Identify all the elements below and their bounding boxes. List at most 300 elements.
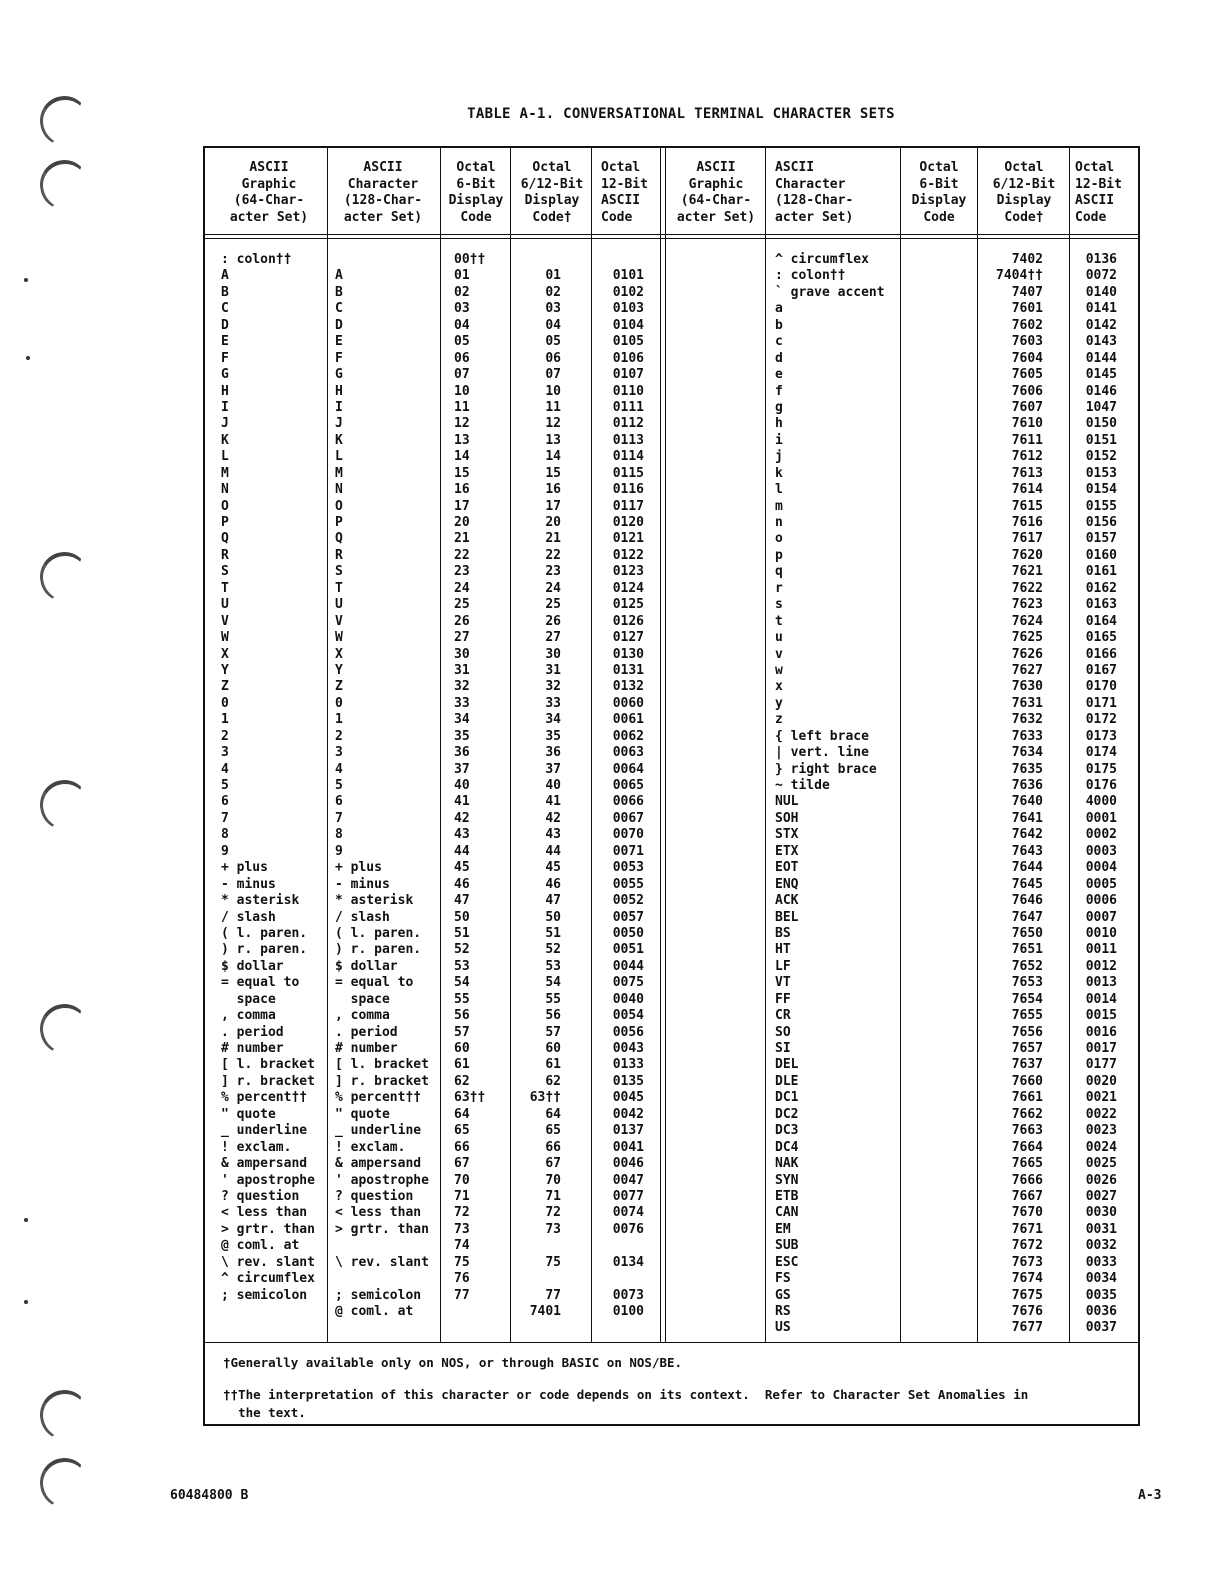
table-cell: 7665 xyxy=(1011,1156,1043,1172)
table-cell: 63†† xyxy=(529,1090,561,1106)
table-cell: 0106 xyxy=(612,350,644,366)
table-cell: 13 xyxy=(454,432,470,448)
table-cell: R xyxy=(221,547,229,563)
table-cell: 0107 xyxy=(612,367,644,383)
binder-hole-icon xyxy=(36,1386,93,1444)
table-cell: 0022 xyxy=(1085,1106,1117,1122)
table-cell: 0163 xyxy=(1085,597,1117,613)
table-cell: L xyxy=(335,449,343,465)
table-cell: 5 xyxy=(221,778,229,793)
table-cell: 74 xyxy=(454,1238,470,1254)
table-cell: 0043 xyxy=(612,1041,644,1056)
table-cell: ACK xyxy=(775,893,799,909)
table-cell: 0033 xyxy=(1085,1254,1117,1270)
table-cell xyxy=(335,1271,439,1287)
table-cell: 46 xyxy=(545,876,561,892)
table-cell: 0041 xyxy=(612,1139,644,1155)
table-cell: 51 xyxy=(454,925,470,941)
header-ascii-char-128 xyxy=(333,160,433,226)
table-cell: 27 xyxy=(545,630,561,646)
table-cell: A xyxy=(335,268,343,284)
table-cell: 04 xyxy=(454,317,470,333)
table-cell: 03 xyxy=(454,301,470,317)
table-cell: FS xyxy=(775,1271,791,1287)
table-cell: ETB xyxy=(775,1188,799,1204)
table-cell: 0047 xyxy=(612,1172,644,1188)
table-cell: 17 xyxy=(454,498,470,514)
table-cell: I xyxy=(221,399,229,415)
table-cell: 0155 xyxy=(1085,498,1117,514)
table-cell: 0026 xyxy=(1085,1172,1117,1188)
table-cell: 60 xyxy=(545,1041,561,1056)
binder-hole-icon xyxy=(36,548,93,606)
table-cell: 32 xyxy=(545,679,561,695)
right-oct612-column xyxy=(995,252,1043,1337)
table-cell: . period xyxy=(335,1024,398,1040)
header-line: Octal xyxy=(601,160,641,175)
table-cell: * asterisk xyxy=(335,893,414,909)
table-cell: 77 xyxy=(545,1287,561,1303)
table-cell: U xyxy=(221,597,229,613)
table-cell: 0174 xyxy=(1085,745,1117,761)
table-cell: 64 xyxy=(454,1106,470,1122)
table-cell: 8 xyxy=(221,827,229,843)
table-cell: 46 xyxy=(454,876,470,892)
table-cell: BEL xyxy=(775,909,799,925)
table-cell: } right brace xyxy=(775,761,877,777)
table-cell: 01 xyxy=(545,268,561,284)
table-cell: w xyxy=(775,662,783,678)
header-line: Code xyxy=(460,209,492,225)
table-cell: 0077 xyxy=(612,1188,644,1204)
table-cell: [ l. bracket xyxy=(221,1057,315,1073)
table-cell: 0114 xyxy=(612,449,644,465)
table-cell: space xyxy=(335,991,390,1007)
right-ascii12-column xyxy=(1077,252,1117,1337)
table-cell: 40 xyxy=(545,778,561,793)
table-cell: 0100 xyxy=(612,1304,644,1319)
header-ascii-graphic-64-right xyxy=(667,160,765,226)
table-cell: f xyxy=(775,383,783,399)
table-cell: 43 xyxy=(454,827,470,843)
table-cell: V xyxy=(221,613,229,629)
table-cell: 12 xyxy=(454,416,470,432)
table-cell: 0021 xyxy=(1085,1090,1117,1106)
table-cell: 13 xyxy=(545,432,561,448)
table-cell: 0171 xyxy=(1085,695,1117,711)
header-line: Octal xyxy=(1004,160,1044,175)
table-cell: 60 xyxy=(454,1041,470,1056)
table-cell: 7602 xyxy=(1011,317,1043,333)
table-cell: 0061 xyxy=(612,712,644,728)
table-cell xyxy=(600,1238,644,1254)
table-cell: 33 xyxy=(454,695,470,711)
table-cell: 0062 xyxy=(612,728,644,744)
header-line: 6-Bit xyxy=(919,176,959,192)
table-cell: DC1 xyxy=(775,1090,799,1106)
table-cell: 0130 xyxy=(612,646,644,662)
table-cell: 11 xyxy=(454,399,470,415)
table-cell: 7404†† xyxy=(996,268,1043,284)
table-cell: | vert. line xyxy=(775,745,869,761)
scan-speck xyxy=(24,1218,28,1222)
table-cell: k xyxy=(775,465,783,481)
table-cell: X xyxy=(221,646,229,662)
table-cell: 0064 xyxy=(612,761,644,777)
table-cell: 50 xyxy=(545,909,561,925)
table-cell: 50 xyxy=(454,909,470,925)
table-cell: SO xyxy=(775,1024,791,1040)
table-cell: 72 xyxy=(454,1205,470,1221)
table-cell: 0065 xyxy=(612,778,644,793)
table-cell: VT xyxy=(775,975,791,991)
table-cell: 77 xyxy=(454,1287,470,1303)
table-cell: 14 xyxy=(545,449,561,465)
table-cell: 44 xyxy=(545,843,561,859)
table-cell: l xyxy=(775,482,783,498)
table-cell: 7672 xyxy=(1011,1238,1043,1254)
document-number: 60484800 B xyxy=(170,1488,249,1503)
table-cell: 7644 xyxy=(1011,860,1043,876)
table-cell: 0134 xyxy=(612,1254,644,1270)
table-cell: + plus xyxy=(221,860,268,876)
table-cell: 0167 xyxy=(1085,662,1117,678)
table-cell: 0046 xyxy=(612,1156,644,1172)
table-cell: " quote xyxy=(335,1106,390,1122)
table-cell: 0056 xyxy=(612,1024,644,1040)
header-line: acter Set) xyxy=(229,209,309,225)
table-cell: 0004 xyxy=(1085,860,1117,876)
table-cell: ! exclam. xyxy=(335,1139,406,1155)
table-cell: < less than xyxy=(335,1205,422,1221)
table-cell: 42 xyxy=(454,810,470,826)
table-cell: " quote xyxy=(221,1106,276,1122)
table-cell: 0127 xyxy=(612,630,644,646)
table-cell xyxy=(600,1271,644,1287)
table-cell: P xyxy=(335,515,343,530)
table-cell: 40 xyxy=(454,778,470,793)
table-cell: 0051 xyxy=(612,942,644,958)
table-cell: 34 xyxy=(545,712,561,728)
table-cell: 5 xyxy=(335,778,343,793)
table-cell: G xyxy=(335,367,343,383)
col-divider xyxy=(327,148,328,1342)
table-cell: @ coml. at xyxy=(221,1238,300,1254)
table-cell: 17 xyxy=(545,498,561,514)
table-cell: L xyxy=(221,449,229,465)
table-cell: 76 xyxy=(454,1271,470,1287)
table-cell: - minus xyxy=(221,876,276,892)
header-line: 6/12-Bit xyxy=(520,176,584,192)
table-cell: 6 xyxy=(335,794,343,810)
binder-hole-icon xyxy=(36,156,93,214)
table-cell: 7623 xyxy=(1011,597,1043,613)
table-cell: o xyxy=(775,531,783,547)
table-cell: LF xyxy=(775,958,791,974)
table-cell: 0036 xyxy=(1085,1304,1117,1319)
header-line: Octal xyxy=(1075,160,1115,175)
table-cell: # number xyxy=(221,1041,284,1056)
table-cell: 7636 xyxy=(1011,778,1043,793)
header-line: ASCII xyxy=(775,160,815,175)
table-cell: 0055 xyxy=(612,876,644,892)
table-cell: C xyxy=(221,301,229,317)
table-cell: / slash xyxy=(221,909,276,925)
binder-hole-icon xyxy=(36,776,93,834)
header-line: Octal xyxy=(456,160,496,175)
table-cell: CAN xyxy=(775,1205,799,1221)
table-cell: 7673 xyxy=(1011,1254,1043,1270)
table-cell: 20 xyxy=(454,515,470,530)
table-cell: 62 xyxy=(545,1073,561,1089)
table-cell: 0164 xyxy=(1085,613,1117,629)
table-cell: 0073 xyxy=(612,1287,644,1303)
table-cell: 0101 xyxy=(612,268,644,284)
table-cell: . period xyxy=(221,1024,284,1040)
table-cell: T xyxy=(335,580,343,596)
table-cell: @ coml. at xyxy=(335,1304,414,1319)
header-line: acter Set) xyxy=(775,209,854,225)
header-octal-6-12bit-right xyxy=(980,160,1068,226)
table-cell: 06 xyxy=(545,350,561,366)
table-cell: + plus xyxy=(335,860,382,876)
col-divider xyxy=(765,148,766,1342)
table-cell: ^ circumflex xyxy=(221,1271,315,1287)
header-line: ASCII xyxy=(1075,193,1115,208)
binder-hole-icon xyxy=(36,92,93,150)
table-cell: 61 xyxy=(545,1057,561,1073)
table-cell: 0071 xyxy=(612,843,644,859)
table-cell: ) r. paren. xyxy=(335,942,422,958)
table-cell: 44 xyxy=(454,843,470,859)
table-cell: 54 xyxy=(454,975,470,991)
table-cell: 7666 xyxy=(1011,1172,1043,1188)
table-cell: 0157 xyxy=(1085,531,1117,547)
table-cell: % percent†† xyxy=(335,1090,422,1106)
table-cell xyxy=(515,252,561,268)
table-cell: 02 xyxy=(545,284,561,300)
table-cell: 7654 xyxy=(1011,991,1043,1007)
right-char128-column xyxy=(775,252,899,1337)
table-cell: 0112 xyxy=(612,416,644,432)
table-cell: y xyxy=(775,695,783,711)
table-cell: 23 xyxy=(545,564,561,580)
table-cell: 0014 xyxy=(1085,991,1117,1007)
header-line: Graphic xyxy=(241,176,297,192)
table-cell: 0076 xyxy=(612,1221,644,1237)
left-graphic64-column xyxy=(221,252,325,1320)
table-cell: c xyxy=(775,334,783,350)
table-cell: p xyxy=(775,547,783,563)
table-cell: 20 xyxy=(545,515,561,530)
table-cell: 0072 xyxy=(1085,268,1117,284)
table-cell: 0115 xyxy=(612,465,644,481)
table-cell xyxy=(454,1304,508,1320)
table-cell: 7614 xyxy=(1011,482,1043,498)
header-octal-6bit xyxy=(443,160,509,226)
table-cell: 12 xyxy=(545,416,561,432)
table-cell: _ underline xyxy=(335,1123,422,1139)
table-cell: 7643 xyxy=(1011,843,1043,859)
table-cell: 21 xyxy=(454,531,470,547)
table-cell: X xyxy=(335,646,343,662)
header-line: (128-Char- xyxy=(343,193,423,208)
table-cell: 7645 xyxy=(1011,876,1043,892)
table-cell: 75 xyxy=(545,1254,561,1270)
table-cell: 0113 xyxy=(612,432,644,448)
table-cell: 53 xyxy=(545,958,561,974)
table-cell: O xyxy=(335,498,343,514)
table-cell: 4 xyxy=(335,761,343,777)
table-cell: 0105 xyxy=(612,334,644,350)
table-cell: ' apostrophe xyxy=(221,1172,315,1188)
table-cell: 0037 xyxy=(1085,1320,1117,1336)
table-cell: 7617 xyxy=(1011,531,1043,547)
table-cell: 3 xyxy=(335,745,343,761)
left-oct612-column xyxy=(515,252,561,1320)
table-cell: K xyxy=(221,432,229,448)
table-cell: 0001 xyxy=(1085,810,1117,826)
table-cell: h xyxy=(775,416,783,432)
table-cell: 47 xyxy=(454,893,470,909)
table-cell: 0007 xyxy=(1085,909,1117,925)
table-cell: 0103 xyxy=(612,301,644,317)
table-cell: W xyxy=(335,630,343,646)
table-cell: 0166 xyxy=(1085,646,1117,662)
left-ascii12-column xyxy=(600,252,644,1320)
table-cell: 71 xyxy=(454,1188,470,1204)
table-cell: 0133 xyxy=(612,1057,644,1073)
table-cell: ? question xyxy=(221,1188,300,1204)
table-cell: 0023 xyxy=(1085,1123,1117,1139)
table-cell: 7 xyxy=(335,810,343,826)
table-cell: 71 xyxy=(545,1188,561,1204)
table-cell: 0067 xyxy=(612,810,644,826)
table-cell: 7635 xyxy=(1011,761,1043,777)
header-line: Code† xyxy=(1004,209,1044,225)
header-ascii-char-128-right xyxy=(771,160,895,226)
table-cell: 0010 xyxy=(1085,925,1117,941)
table-cell: DC3 xyxy=(775,1123,799,1139)
table-cell: Z xyxy=(335,679,343,695)
table-cell: 70 xyxy=(545,1172,561,1188)
table-cell: 0027 xyxy=(1085,1188,1117,1204)
table-cell: 25 xyxy=(454,597,470,613)
table-cell: HT xyxy=(775,942,791,958)
table-cell: 35 xyxy=(454,728,470,744)
binder-hole-icon xyxy=(36,1454,93,1512)
table-cell: 37 xyxy=(545,761,561,777)
table-cell: 0066 xyxy=(612,794,644,810)
header-line: Graphic xyxy=(688,176,744,192)
table-cell: B xyxy=(335,284,343,300)
table-cell: 47 xyxy=(545,893,561,909)
table-cell: 0032 xyxy=(1085,1238,1117,1254)
table-cell: N xyxy=(221,482,229,498)
header-line: Code xyxy=(1075,209,1107,225)
table-cell: 7637 xyxy=(1011,1057,1043,1073)
table-cell: s xyxy=(775,597,783,613)
table-cell: % percent†† xyxy=(221,1090,308,1106)
binder-hole-icon xyxy=(36,1000,93,1058)
table-cell: 0035 xyxy=(1085,1287,1117,1303)
table-cell: M xyxy=(221,465,229,481)
table-cell: 0165 xyxy=(1085,630,1117,646)
table-cell: 7634 xyxy=(1011,745,1043,761)
table-cell: 07 xyxy=(454,367,470,383)
table-cell: 06 xyxy=(454,350,470,366)
table-cell: 7651 xyxy=(1011,942,1043,958)
table-cell: 0126 xyxy=(612,613,644,629)
header-line: ASCII xyxy=(601,193,641,208)
table-cell: 25 xyxy=(545,597,561,613)
table-cell: 7653 xyxy=(1011,975,1043,991)
header-line: Display xyxy=(448,193,504,208)
table-cell: 64 xyxy=(545,1106,561,1122)
header-octal-12bit-ascii-right xyxy=(1073,160,1141,226)
table-cell: 7676 xyxy=(1011,1304,1043,1319)
table-cell: 7610 xyxy=(1011,416,1043,432)
table-cell: ] r. bracket xyxy=(221,1073,315,1089)
table-cell: J xyxy=(335,416,343,432)
table-cell: 7655 xyxy=(1011,1008,1043,1024)
table-cell: 30 xyxy=(454,646,470,662)
table-cell: [ l. bracket xyxy=(335,1057,429,1073)
table-cell: 0151 xyxy=(1085,432,1117,448)
table-cell: 41 xyxy=(545,794,561,810)
table-cell: 0024 xyxy=(1085,1139,1117,1155)
table-cell: 27 xyxy=(454,630,470,646)
table-cell: G xyxy=(221,367,229,383)
col-divider xyxy=(660,148,661,1342)
table-cell: 45 xyxy=(454,860,470,876)
table-cell: 30 xyxy=(545,646,561,662)
table-cell: 0117 xyxy=(612,498,644,514)
table-cell: 07 xyxy=(545,367,561,383)
table-cell: u xyxy=(775,630,783,646)
table-cell: 7647 xyxy=(1011,909,1043,925)
table-cell: ) r. paren. xyxy=(221,942,308,958)
table-cell: 32 xyxy=(454,679,470,695)
table-cell: 7667 xyxy=(1011,1188,1043,1204)
table-cell: F xyxy=(221,350,229,366)
table-cell: 02 xyxy=(454,284,470,300)
table-cell: 73 xyxy=(454,1221,470,1237)
table-cell: 7621 xyxy=(1011,564,1043,580)
table-cell: SI xyxy=(775,1041,791,1056)
scan-speck xyxy=(24,278,28,282)
table-cell: 7650 xyxy=(1011,925,1043,941)
table-cell: 0132 xyxy=(612,679,644,695)
table-cell: S xyxy=(335,564,343,580)
table-cell: 7640 xyxy=(1011,794,1043,810)
header-line: ASCII xyxy=(696,160,736,175)
header-line: Character xyxy=(347,176,419,192)
table-cell: 0063 xyxy=(612,745,644,761)
table-cell: 67 xyxy=(454,1156,470,1172)
footnote-rule xyxy=(205,1342,1138,1343)
table-cell xyxy=(335,1238,439,1254)
table-cell xyxy=(515,1271,561,1287)
page-number: A-3 xyxy=(1138,1488,1162,1503)
table-cell: 0057 xyxy=(612,909,644,925)
table-cell: D xyxy=(221,317,229,333)
table-cell: < less than xyxy=(221,1205,308,1221)
table-cell: t xyxy=(775,613,783,629)
header-line: 6-Bit xyxy=(456,176,496,192)
table-cell xyxy=(515,1238,561,1254)
table-cell: 0123 xyxy=(612,564,644,580)
